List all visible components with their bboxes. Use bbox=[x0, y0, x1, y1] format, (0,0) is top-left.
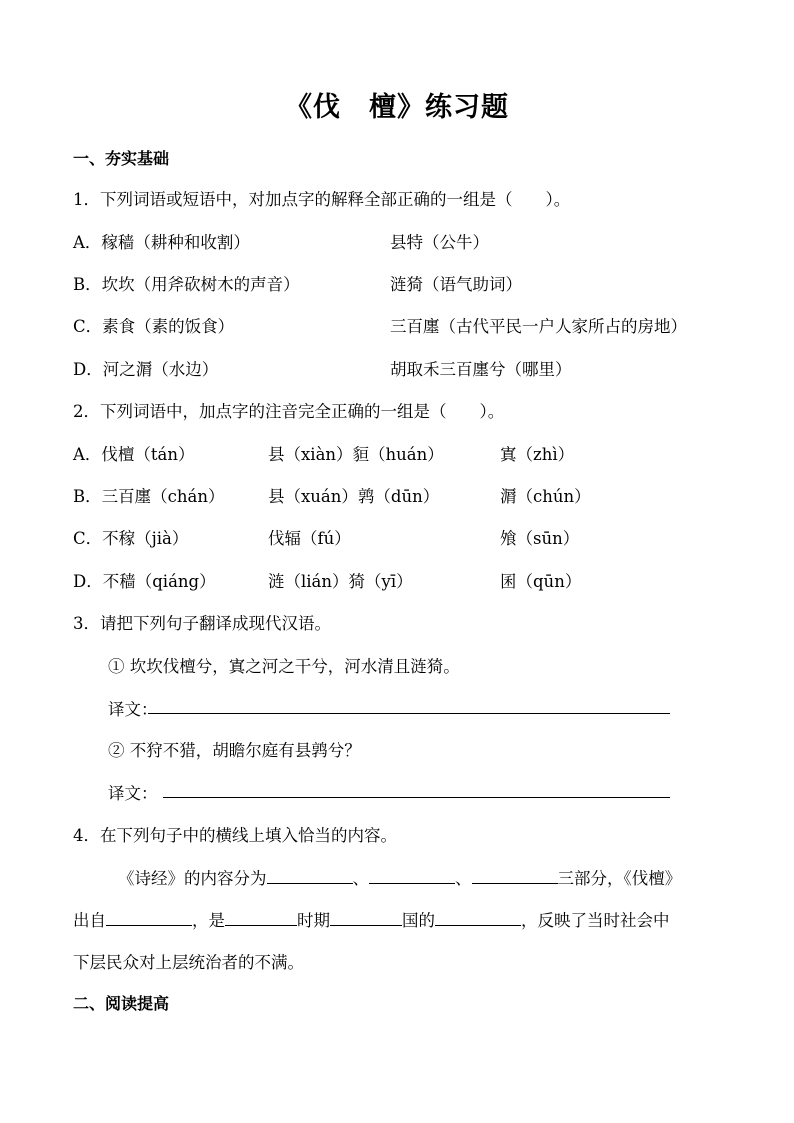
question-2-option-a-col3: 寘（zhì） bbox=[500, 445, 575, 464]
question-4-blank-7[interactable] bbox=[435, 909, 521, 926]
question-4-blank-4[interactable] bbox=[106, 909, 192, 926]
question-1-option-b-second: 涟猗（语气助词） bbox=[390, 275, 522, 294]
question-4-line-2 bbox=[73, 907, 670, 931]
section-heading-reading: 二、阅读提高 bbox=[73, 994, 170, 1013]
question-4-text: ，是 bbox=[192, 911, 225, 930]
question-2-option-d-col2: 涟（lián）猗（yī） bbox=[268, 572, 413, 591]
question-4-text: 国的 bbox=[402, 911, 435, 930]
question-1-option-d: D．河之漘（水边） bbox=[73, 360, 219, 379]
question-2-option-b-col2: 县（xuán）鹑（dūn） bbox=[268, 487, 440, 506]
question-4-stem: 4．在下列句子中的横线上填入恰当的内容。 bbox=[73, 826, 397, 845]
question-4-text: ，反映了当时社会中 bbox=[521, 911, 670, 930]
question-4-text: 出自 bbox=[73, 911, 106, 930]
question-2-option-d-col3: 囷（qūn） bbox=[500, 572, 582, 591]
question-4-separator: 、 bbox=[352, 869, 369, 888]
question-2-stem: 2．下列词语中，加点字的注音完全正确的一组是（ ）。 bbox=[73, 402, 505, 421]
question-4-blank-3[interactable] bbox=[472, 867, 558, 884]
question-3-answer-label-2: 译文： bbox=[108, 784, 158, 803]
question-4-line-1 bbox=[118, 865, 681, 889]
question-1-option-b: B．坎坎（用斧砍树木的声音） bbox=[73, 275, 300, 294]
question-4-blank-1[interactable] bbox=[267, 867, 353, 884]
question-4-blank-2[interactable] bbox=[369, 867, 455, 884]
question-2-option-c-col1: C．不稼（jià） bbox=[73, 529, 189, 548]
question-4-separator: 、 bbox=[455, 869, 472, 888]
section-heading-basics: 一、夯实基础 bbox=[73, 149, 170, 168]
question-2-option-a-col1: A．伐檀（tán） bbox=[73, 445, 195, 464]
question-4-text: 时期 bbox=[297, 911, 330, 930]
question-2-option-b-col1: B．三百廛（chán） bbox=[73, 487, 225, 506]
question-3-sentence-1: ① 坎坎伐檀兮，寘之河之干兮，河水清且涟猗。 bbox=[108, 657, 460, 676]
question-2-option-d-col1: D．不穑（qiáng） bbox=[73, 572, 216, 591]
question-2-option-c-col3: 飧（sūn） bbox=[500, 529, 580, 548]
page-title: 《伐 檀》练习题 bbox=[285, 92, 509, 123]
question-4-text: 三部分，《伐檀》 bbox=[557, 869, 682, 888]
question-2-option-b-col3: 漘（chún） bbox=[500, 487, 591, 506]
question-3-stem: 3．请把下列句子翻译成现代汉语。 bbox=[73, 614, 331, 633]
question-1-option-c: C．素食（素的饭食） bbox=[73, 317, 235, 336]
question-3-answer-label-1: 译文： bbox=[108, 700, 158, 719]
question-2-option-c-col2: 伐辐（fú） bbox=[268, 529, 351, 548]
question-4-blank-5[interactable] bbox=[225, 909, 297, 926]
question-4-text: 《诗经》的内容分为 bbox=[118, 869, 267, 888]
question-3-answer-line-1[interactable] bbox=[148, 713, 670, 714]
question-4-blank-6[interactable] bbox=[330, 909, 402, 926]
question-3-answer-line-2[interactable] bbox=[163, 797, 670, 798]
question-1-option-d-second: 胡取禾三百廛兮（哪里） bbox=[390, 360, 572, 379]
question-1-option-c-second: 三百廛（古代平民一户人家所占的房地） bbox=[390, 317, 687, 336]
question-3-sentence-2: ② 不狩不猎，胡瞻尔庭有县鹑兮？ bbox=[108, 741, 361, 760]
question-4-line-3: 下层民众对上层统治者的不满。 bbox=[73, 953, 304, 972]
question-1-stem: 1．下列词语或短语中，对加点字的解释全部正确的一组是（ ）。 bbox=[73, 190, 571, 209]
question-2-option-a-col2: 县（xiàn）貆（huán） bbox=[268, 445, 444, 464]
question-1-option-a: A．稼穑（耕种和收割） bbox=[73, 233, 250, 252]
question-1-option-a-second: 县特（公牛） bbox=[390, 233, 489, 252]
